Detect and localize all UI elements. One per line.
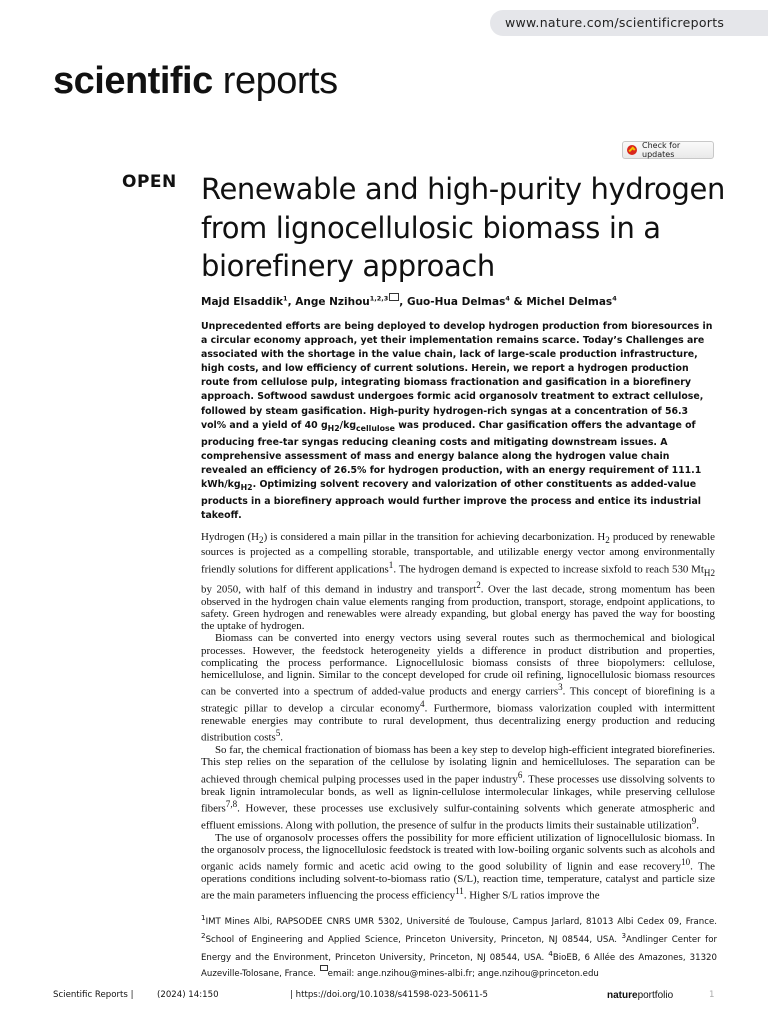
body-text: by 2050, with half of this demand in industry and transport [201, 583, 477, 596]
subscript: 2 [259, 535, 264, 546]
footer-doi-link[interactable]: | https://doi.org/10.1038/s41598-023-50611-5 [290, 990, 489, 1000]
author-affiliation: 4 [612, 294, 617, 303]
reference-link[interactable]: 1 [388, 559, 394, 570]
body-text: produced by renewable sources is projected as a compelling storable, transportable, and utilizable energy vector among environmentally friendly solutions for different applications [201, 531, 715, 576]
abstract-subscript: H2 [327, 423, 340, 433]
body-text: So far, the chemical fractionation of biomass has been a key step to develop high-efficient integrated biorefineries. This step relies on the separation of the cellulose by isolating lignin and hemicelluloses. The separation can be achieved through chemical pulping processes used in the paper industry [201, 744, 715, 786]
abstract-text: was produced. Char gasification offers the advantage of producing free-tar syngas reducing cleaning costs and mitigating downstream issues. A comprehensive assessment of mass and energy balance along the hydrogen value chain revealed an efficiency of 26.5% for hydrogen production, with an energy requirement of 111.1 kWh/kg [201, 419, 702, 490]
body-text: . [696, 819, 699, 832]
body-paragraph [201, 531, 715, 632]
affiliation-number: 1 [201, 913, 206, 922]
body-text: . The operations conditions including solvent-to-biomass ratio (S/L), reaction time, temperature, catalyst and particle size are the main parameters influencing the process efficiency [201, 860, 715, 902]
author-affiliation: 1 [283, 294, 288, 303]
reference-link[interactable]: 2 [476, 579, 481, 590]
abstract-subscript: cellulose [356, 423, 395, 433]
author-name[interactable]: Michel Delmas [526, 296, 613, 308]
open-access-label: OPEN [122, 172, 177, 192]
affiliation-text: Andlinger Center for Energy and the Environment, Princeton University, Princeton, NJ 08544, USA. [201, 934, 718, 963]
reference-link[interactable]: 4 [420, 699, 425, 710]
body-text: . These processes use dissolving solvents to break lignin intramolecular bonds, as well as lignin-cellulose intermolecular linkages, while preserving cellulose fibers [201, 773, 715, 815]
body-text: . Furthermore, biomass valorization coupled with intermittent renewable energies may contribute to rural development, thus decentralizing energy production and reducing distribution costs [201, 702, 715, 744]
reference-link[interactable]: 11 [455, 886, 464, 897]
affiliation-text: IMT Mines Albi, RAPSODEE CNRS UMR 5302, Université de Toulouse, Campus Jarlard, 81013 Albi Cedex 09, France. [205, 916, 717, 927]
reference-link[interactable]: 5 [275, 728, 281, 739]
body-text: . [280, 731, 284, 744]
footer-citation: (2024) 14:150 [157, 990, 219, 1000]
brand-light: portfolio [637, 990, 674, 1001]
page-number: 1 [709, 990, 715, 1000]
reference-link[interactable]: 10 [681, 857, 691, 868]
body-text: . The hydrogen demand is expected to increase sixfold to reach 530 Mt [393, 563, 704, 576]
article-title: Renewable and high-purity hydrogen from lignocellulosic biomass in a biorefinery approach [201, 172, 725, 283]
body-text: Biomass can be converted into energy vectors using several routes such as thermochemical and biological processes. However, the feedstock heterogeneity yields a difference in product distribution and properties, complicating the process performance. Lignocellulosic biomass consists of three biopolymers: cellulose, hemicellulose, and lignin. Similar to the concept developed for crude oil refining, lignocellulosic biomass resources can be converted into a spectrum of added-value products and energy carriers [201, 632, 715, 698]
body-text: . Higher S/L ratios improve the [463, 889, 600, 902]
body-text: ) is considered a main pillar in the transition for achieving decarbonization. H [263, 531, 606, 543]
crossmark-icon [627, 145, 637, 155]
abstract [201, 320, 716, 523]
affiliation-number: 3 [621, 931, 627, 941]
body-text: . However, these processes use exclusively sulfur-containing solvents which generate atmospheric and effluent emissions. Along with pollution, the presence of sulfur in the products limits their sustainable utilization [201, 802, 715, 832]
affiliation-text: School of Engineering and Applied Science, Princeton University, Princeton, NJ 08544, USA. [205, 934, 622, 945]
author-affiliation: 1,2,3 [369, 294, 389, 303]
reference-link[interactable]: 9 [691, 815, 697, 826]
reference-link[interactable]: 6 [517, 769, 523, 780]
abstract-text: Unprecedented efforts are being deployed to develop hydrogen production from bioresources in a circular economy approach, yet their implementation remains scarce. Today’s Challenges are associated with the shortage in the value chain, lack of large-scale production infrastructure, high costs, and low efficiency of current solutions. Herein, we report a hydrogen production route from cellulose pulp, integrating biomass fractionation and gasification in a biorefinery approach. Softwood sawdust undergoes formic acid organosolv treatment to extract cellulose, followed by steam gasification. High-purity hydrogen-rich syngas at a concentration of 56.3 vol% and a yield of 40 g [201, 321, 713, 431]
body-text: . Over the last decade, strong momentum has been observed in the hydrogen chain value elements ranging from production, transport, storage, endpoint applications, to safety. Green hydrogen and renewables were already expanding, but global energy has paved the way for boosting the uptake of hydrogen. [201, 583, 715, 633]
author-name[interactable]: Ange Nzihou [295, 296, 370, 308]
body-text: . This concept of biorefining is a strategic pillar to develop a circular economy [201, 685, 715, 715]
body-paragraph [201, 832, 715, 903]
abstract-text: . Optimizing solvent recovery and valorization of other constituents as added-value products in a biorefinery approach would further improve the process and entice its industrial takeoff. [201, 478, 702, 521]
envelope-icon [320, 965, 328, 971]
footer-journal-name: Scientific Reports | [53, 990, 134, 1000]
author-list: Majd Elsaddik$^1$, Ange Nzihou$^{1,2,3}$ , Guo-Hua Delmas$^4$ & Michel Delmas$^4$ [201, 294, 617, 308]
journal-logo [53, 62, 338, 100]
corresponding-email[interactable]: email: ange.nzihou@mines-albi.fr; ange.nzihou@princeton.edu [327, 969, 599, 980]
check-for-updates-button[interactable] [622, 141, 714, 159]
author-name[interactable]: Majd Elsaddik [201, 296, 284, 308]
brand-bold: nature [607, 990, 638, 1001]
body-text: The use of organosolv processes offers the possibility for more efficient utilization of lignocellulosic biomass. In the organosolv process, the lignocellulosic feedstock is treated with low-boiling organic solvents such as alcohols and organic acids namely formic and acetic acid owing to the good solubility of lignin and ease recovery [201, 831, 715, 873]
abstract-subscript: H2 [240, 482, 253, 492]
journal-logo-light: reports [222, 60, 338, 102]
affiliation-number: 2 [201, 931, 206, 941]
subscript: 2 [605, 535, 610, 546]
affiliation-number: 4 [548, 949, 553, 959]
abstract-text: /kg [339, 419, 357, 431]
journal-url[interactable]: www.nature.com/scientificreports [505, 15, 725, 30]
body-text: Hydrogen (H [201, 531, 260, 543]
check-for-updates-label: Check for updates [642, 141, 681, 159]
reference-link[interactable]: 3 [558, 682, 563, 693]
body-paragraph [201, 632, 715, 744]
nature-portfolio-logo [607, 990, 673, 1001]
journal-logo-bold: scientific [53, 60, 213, 102]
affiliations-footnote [201, 911, 717, 981]
reference-link[interactable]: 7,8 [225, 798, 238, 809]
author-name[interactable]: Guo-Hua Delmas [406, 296, 506, 308]
article-body [201, 531, 715, 902]
body-paragraph [201, 744, 715, 831]
author-affiliation: 4 [505, 294, 510, 303]
envelope-icon[interactable] [389, 293, 399, 301]
subscript: H2 [703, 567, 715, 578]
affiliation-text: BioEB, 6 Allée des Amazones, 31320 Auzeville-Tolosane, France. [201, 952, 717, 980]
